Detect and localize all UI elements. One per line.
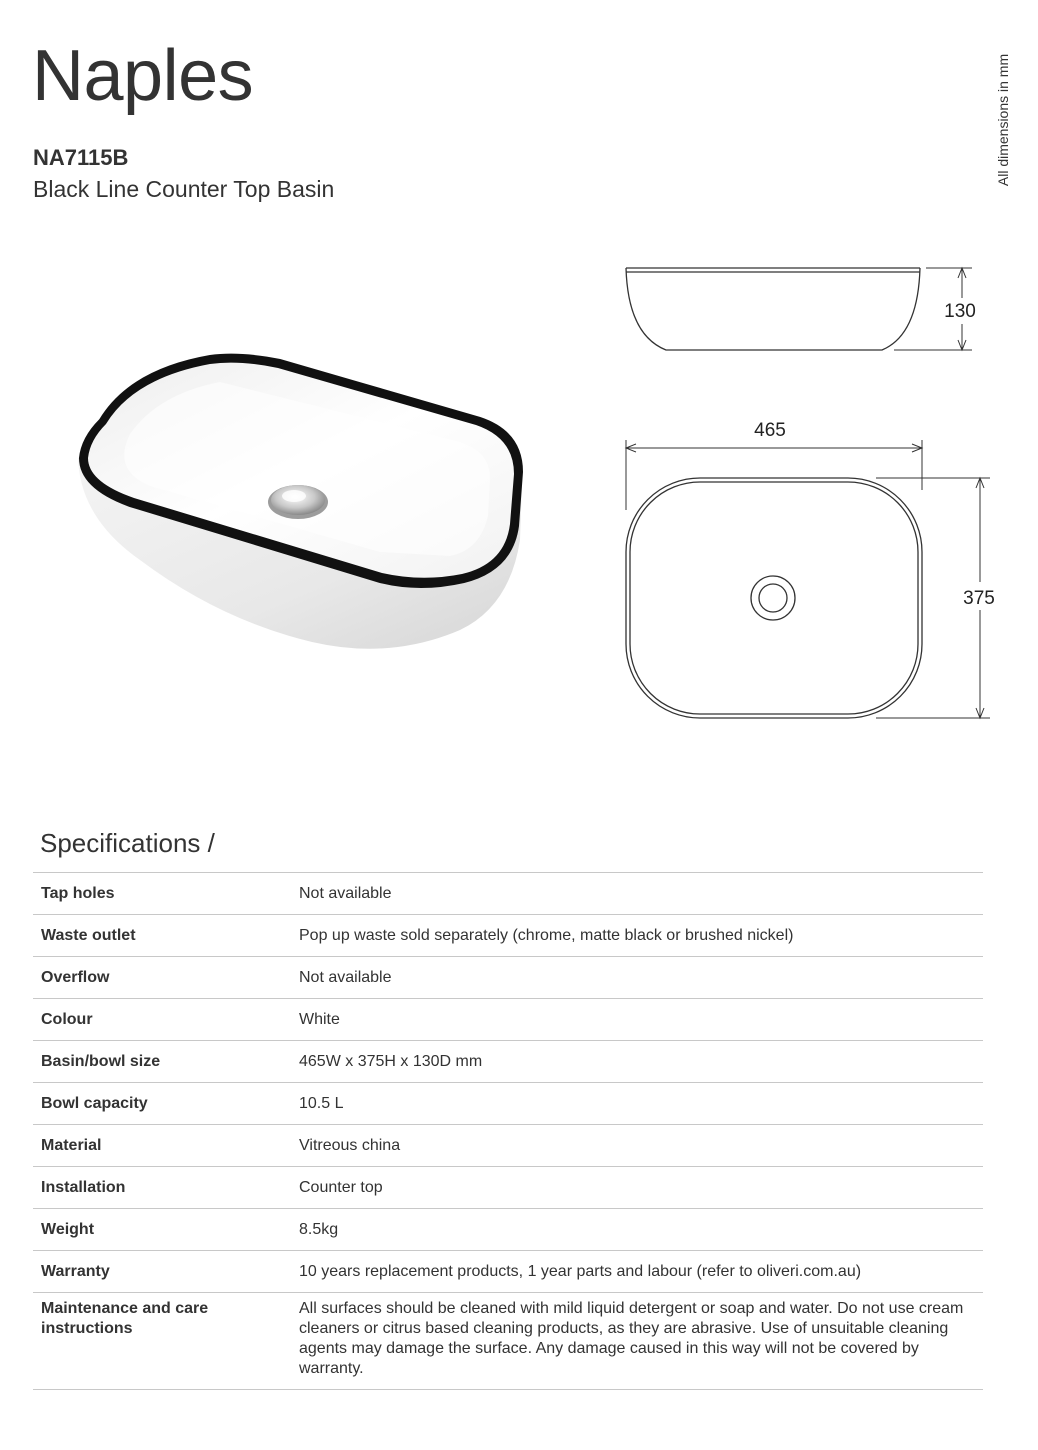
spec-label: Overflow [41,968,110,986]
spec-label: Colour [41,1010,93,1028]
spec-label: Basin/bowl size [41,1052,161,1070]
table-row [33,999,983,1041]
spec-value: 10 years replacement products, 1 year parts and labour (refer to oliveri.com.au) [299,1262,862,1280]
plan-view [626,478,922,718]
basin-photo [60,330,540,660]
table-row [33,915,983,957]
spec-value: Vitreous china [299,1136,401,1154]
table-row [33,1293,983,1390]
spec-value: Not available [299,968,392,986]
spec-value: 8.5kg [299,1220,339,1238]
product-code: NA7115B [33,145,129,170]
spec-label: Maintenance and care instructions [41,1300,209,1337]
spec-label: Weight [41,1220,95,1238]
spec-value: 10.5 L [299,1094,344,1112]
table-row [33,1041,983,1083]
dimensions-note: All dimensions in mm [995,53,1011,187]
table-row [33,1083,983,1125]
spec-label: Waste outlet [41,926,136,944]
spec-value: All surfaces should be cleaned with mild liquid detergent or soap and water. Do not use cream cleaners or citrus based cleaning products, as they are abrasive. Use of unsuitable cleaning agents may damage the surface. Any damage caused in this way will not be covered by warranty. [299,1300,964,1377]
table-row [33,1251,983,1293]
technical-drawing [600,240,1020,740]
depth-label: 375 [963,588,995,609]
height-label: 130 [944,301,976,322]
product-title: Naples [32,36,254,116]
table-row [33,1209,983,1251]
specifications-table [33,872,983,1390]
width-dimension [626,440,922,510]
spec-value: Counter top [299,1178,383,1196]
product-subtitle: Black Line Counter Top Basin [33,176,335,202]
spec-value: White [299,1010,340,1028]
table-row [33,873,983,915]
spec-label: Bowl capacity [41,1094,148,1112]
width-label: 465 [754,420,786,441]
specifications-heading: Specifications / [40,828,215,858]
spec-label: Tap holes [41,884,115,902]
spec-value: Not available [299,884,392,902]
table-row [33,957,983,999]
side-view [626,268,920,350]
spec-value: 465W x 375H x 130D mm [299,1052,483,1070]
table-row [33,1125,983,1167]
spec-label: Material [41,1136,102,1154]
spec-value: Pop up waste sold separately (chrome, matte black or brushed nickel) [299,926,794,944]
spec-label: Installation [41,1178,126,1196]
table-row [33,1167,983,1209]
spec-label: Warranty [41,1262,110,1280]
